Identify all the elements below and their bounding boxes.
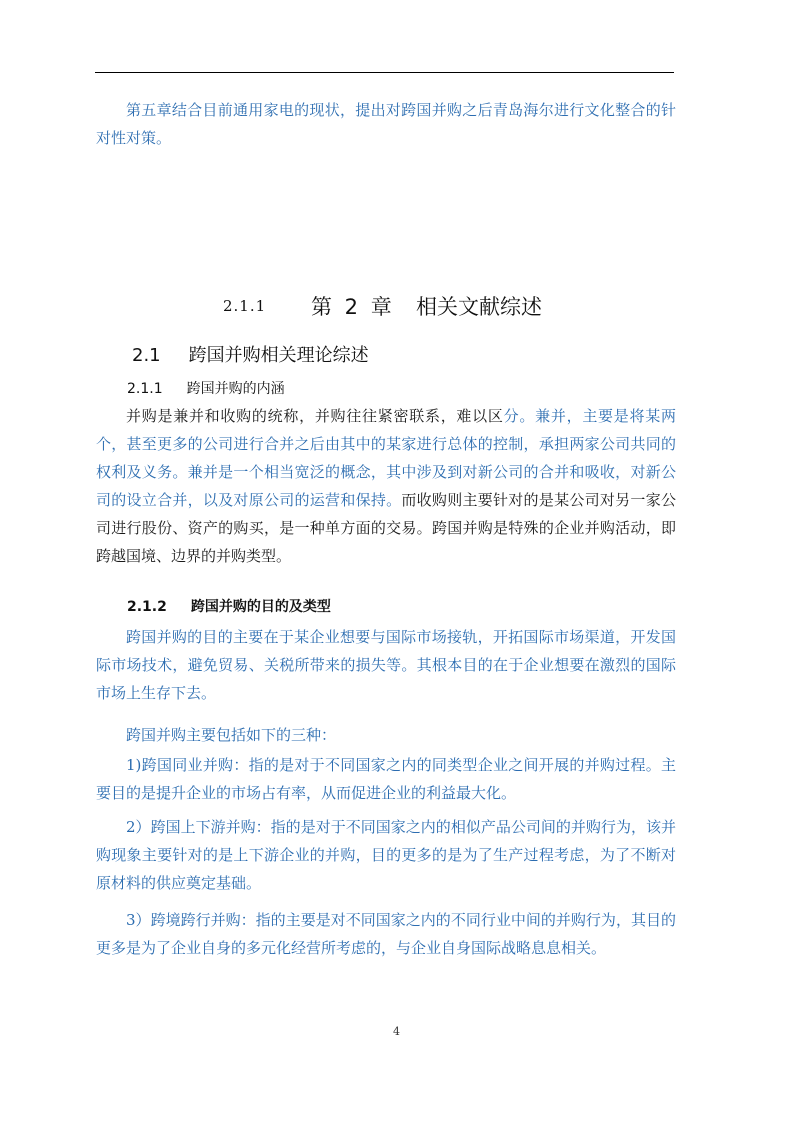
subsection-title: 跨国并购的目的及类型 [190,599,331,615]
header-rule [95,72,674,73]
section-heading [132,341,369,367]
text-run: 分。兼并，主要是将某两个，甚至更多的公司进行合并之后由其中的某家进行总体的控制，承担两家公司共同的权利及义务。兼并是一个相当宽泛的概念，其中涉及到对新公司的合并和吸收，对新公司的设立合并，以及对原公司的运营和保持。 [96,407,676,509]
paragraph-type-2: 2）跨国上下游并购：指的是对于不同国家之内的相似产品公司间的并购行为，该并购现象主要针对的是上下游企业的并购，目的更多的是为了生产过程考虑，为了不断对原材料的供应奠定基础。 [96,818,676,892]
page-number: 4 [393,1025,400,1038]
chapter-title: 相关文献综述 [416,295,542,319]
paragraph-definition [96,402,676,570]
text-run: 并购是兼并和收购的统称，并购往往紧密联系，难以区 [126,407,504,425]
text-run: 而收购则主要针对的是某公司对另一家公司进行股份、资产的购买，是一种单方面的交易。跨国并购是特殊的企业并购活动，即跨越国境、边界的并购类型。 [96,491,676,565]
chapter-label: 第 2 章 [311,295,392,319]
chapter-number: 2.1.1 [223,297,267,315]
subsection-title: 跨国并购的内涵 [186,381,285,397]
paragraph-types-intro: 跨国并购主要包括如下的三种： [126,726,337,744]
subsection-number: 2.1.2 [127,599,167,615]
paragraph-purpose: 跨国并购的目的主要在于某企业想要与国际市场接轨，开拓国际市场渠道，开发国际市场技术，避免贸易、关税所带来的损失等。其根本目的在于企业想要在激烈的国际市场上生存下去。 [96,628,676,702]
section-title: 跨国并购相关理论综述 [188,345,369,366]
intro-paragraph: 第五章结合目前通用家电的现状，提出对跨国并购之后青岛海尔进行文化整合的针对性对策。 [96,101,676,147]
paragraph-type-1: 1)跨国同业并购：指的是对于不同国家之内的同类型企业之间开展的并购过程。主要目的是提升企业的市场占有率，从而促进企业的利益最大化。 [96,756,676,802]
subsection-heading-1 [127,378,285,398]
subsection-number: 2.1.1 [127,381,163,397]
paragraph-type-3: 3）跨境跨行并购：指的主要是对不同国家之内的不同行业中间的并购行为，其目的更多是为了企业自身的多元化经营所考虑的，与企业自身国际战略息息相关。 [96,911,676,957]
subsection-heading-2 [127,596,331,616]
section-number: 2.1 [132,345,161,366]
